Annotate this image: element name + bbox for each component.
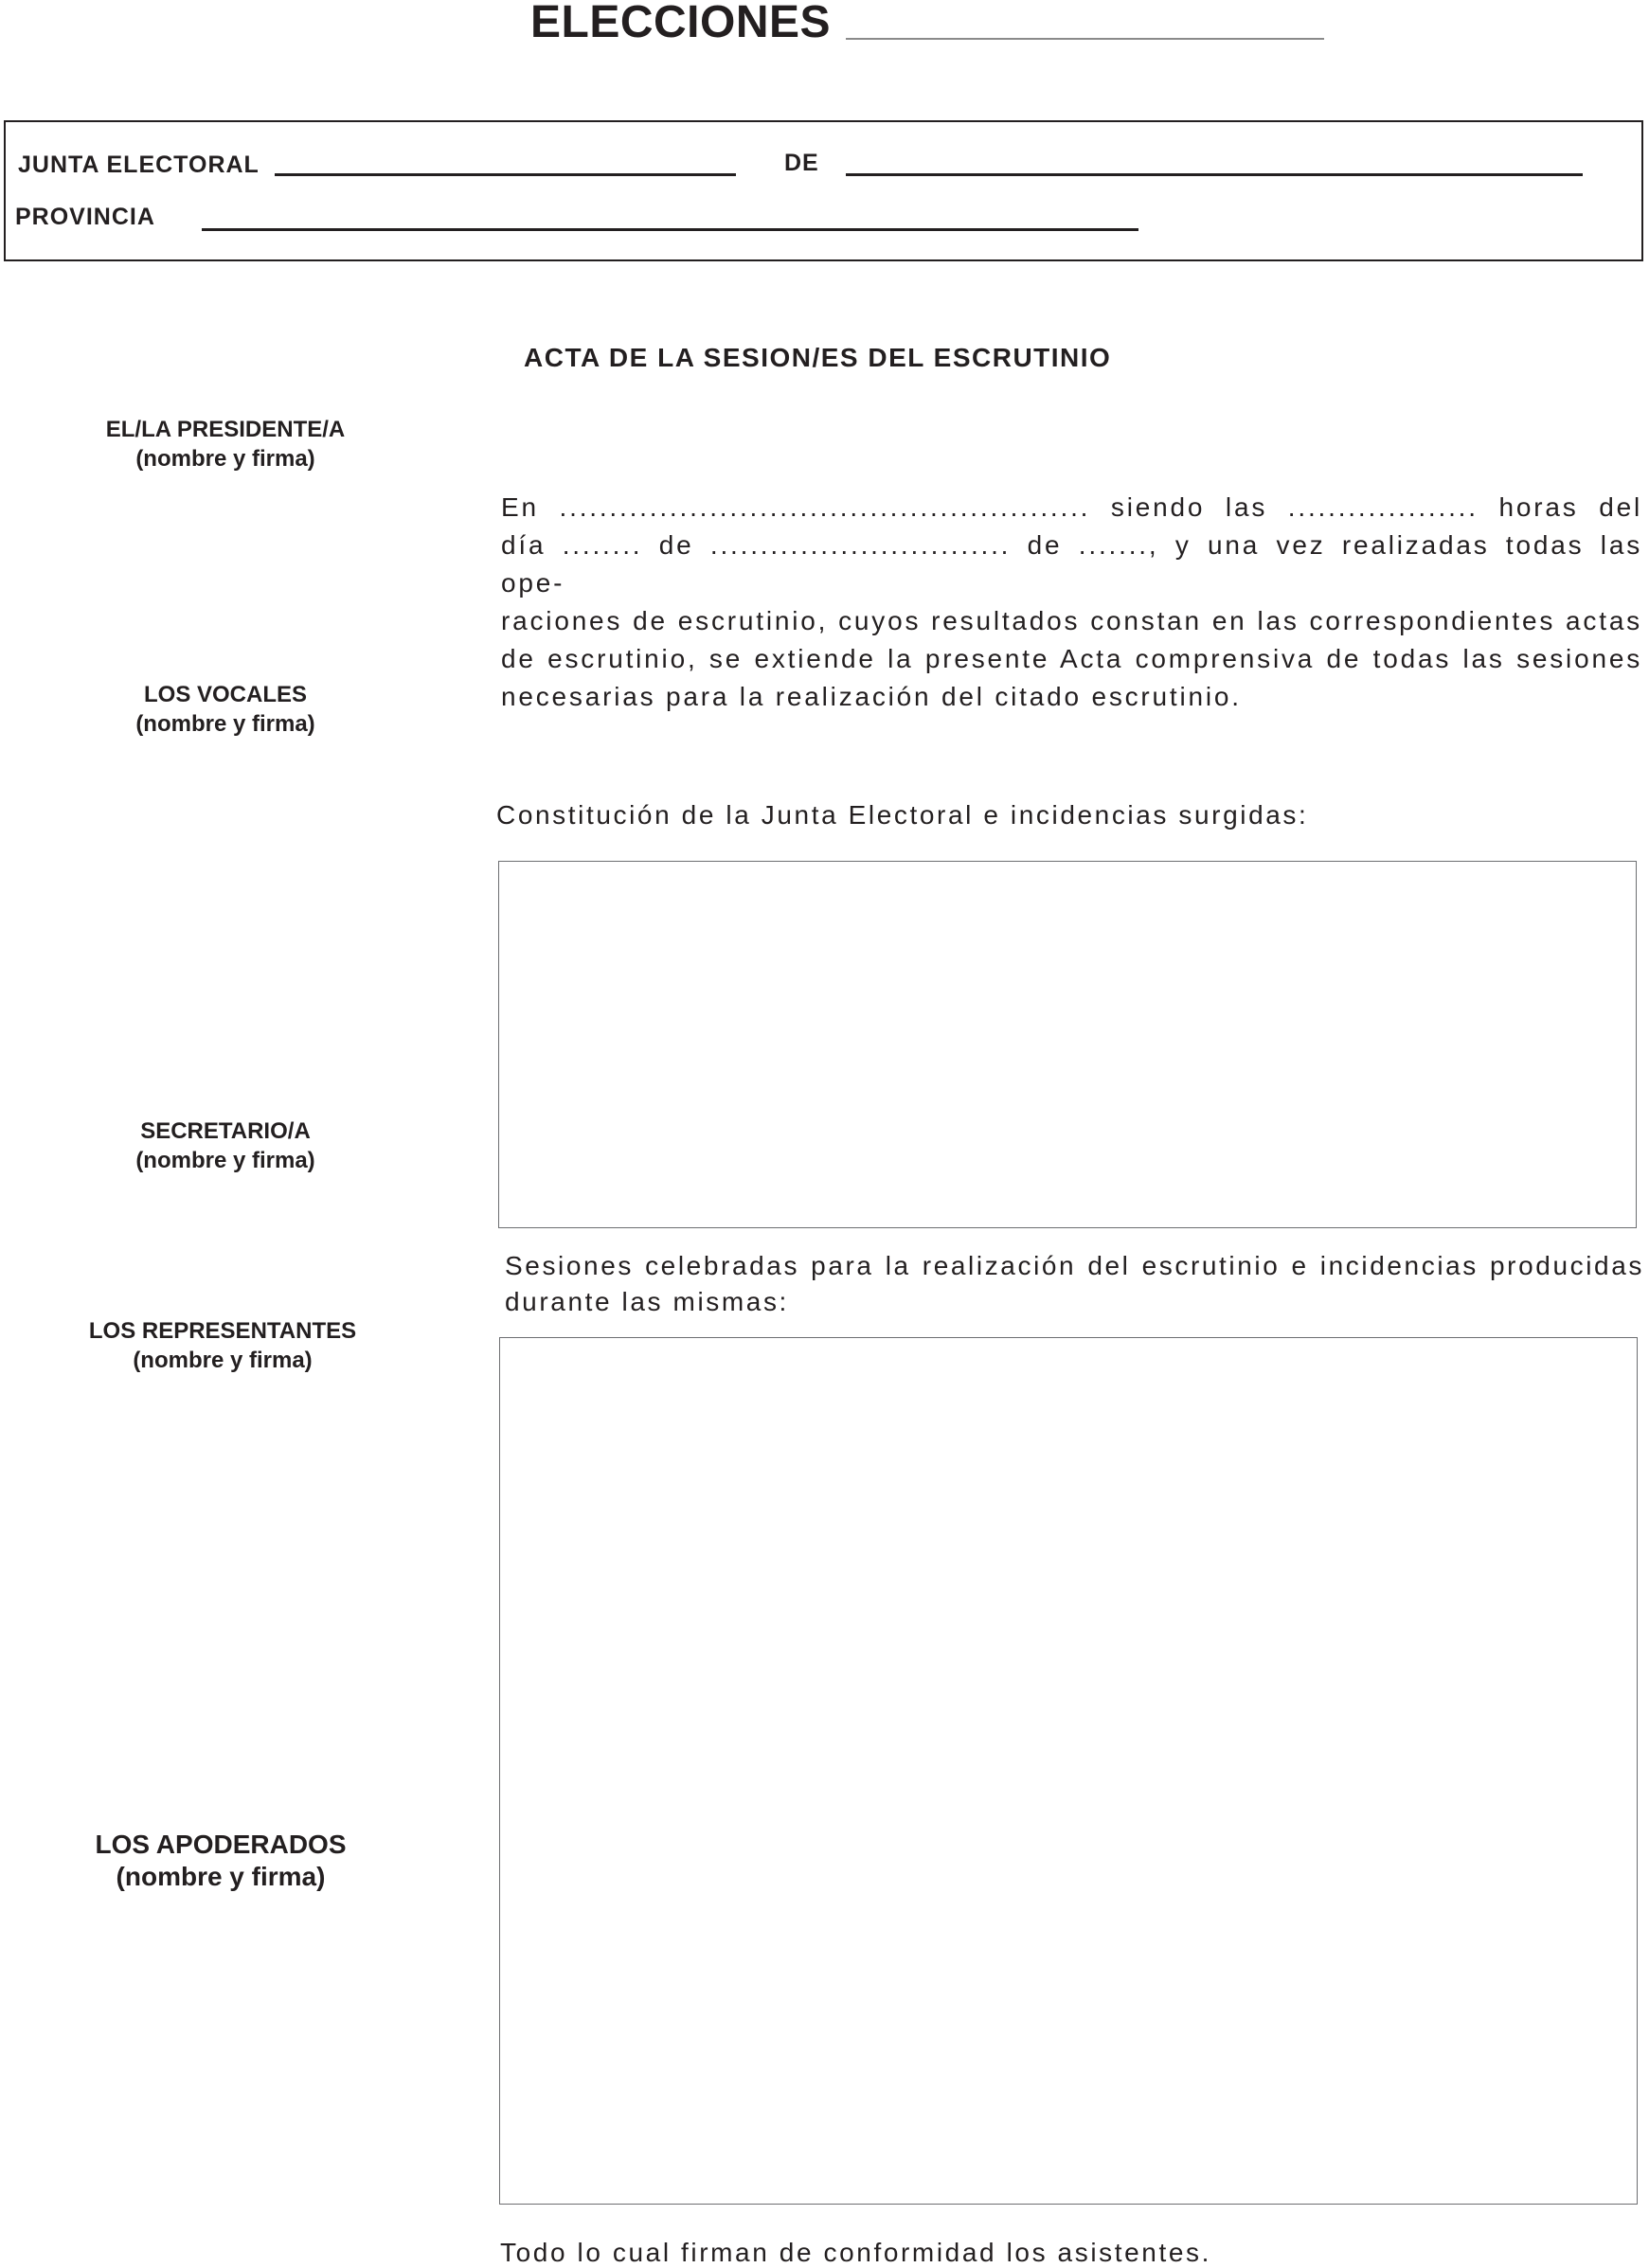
junta-electoral-label: JUNTA ELECTORAL xyxy=(18,152,260,178)
acta-title: ACTA DE LA SESION/ES DEL ESCRUTINIO xyxy=(524,343,1112,372)
signature-note: (nombre y firma) xyxy=(135,446,315,472)
signature-note: (nombre y firma) xyxy=(135,711,315,737)
sesiones-label-line: durante las mismas: xyxy=(505,1287,789,1316)
constitucion-label: Constitución de la Junta Electoral e incidencias surgidas: xyxy=(496,800,1309,830)
signature-note: (nombre y firma) xyxy=(116,1862,326,1891)
sesiones-label-line: Sesiones celebradas para la realización del escrutinio e incidencias producidas xyxy=(505,1251,1644,1280)
intro-line: de escrutinio, se extiende la presente Acta comprensiva de todas las sesiones xyxy=(501,644,1642,673)
signature-role: EL/LA PRESIDENTE/A xyxy=(105,417,346,442)
intro-line: necesarias para la realización del citado escrutinio. xyxy=(501,682,1242,711)
intro-line: día ........ de .............................. de ......., y una vez realizadas todas las ope- xyxy=(501,530,1642,598)
signature-role: SECRETARIO/A xyxy=(140,1118,311,1144)
signature-role: LOS VOCALES xyxy=(143,682,308,707)
footer-statement: Todo lo cual firman de conformidad los asistentes. xyxy=(500,2238,1211,2267)
provincia-field-line[interactable] xyxy=(202,228,1138,231)
elecciones-field-line[interactable] xyxy=(846,38,1324,40)
signature-note: (nombre y firma) xyxy=(133,1348,313,1373)
de-field-line[interactable] xyxy=(846,173,1583,176)
sesiones-text-box[interactable] xyxy=(499,1337,1638,2205)
sesiones-label xyxy=(505,1248,1644,1320)
signature-note: (nombre y firma) xyxy=(135,1148,315,1173)
signature-secretario xyxy=(17,1116,434,1175)
signature-vocales xyxy=(17,680,434,739)
signature-apoderados xyxy=(12,1829,429,1893)
constitucion-text-box[interactable] xyxy=(498,861,1637,1228)
junta-electoral-field-line[interactable] xyxy=(275,173,736,176)
signature-role: LOS APODERADOS xyxy=(95,1830,347,1859)
signature-role: LOS REPRESENTANTES xyxy=(88,1318,357,1344)
de-label: DE xyxy=(784,150,819,176)
provincia-label: PROVINCIA xyxy=(15,204,155,230)
document-title: ELECCIONES xyxy=(530,0,832,47)
intro-paragraph xyxy=(501,489,1642,716)
junta-header-box xyxy=(4,120,1643,261)
intro-line: raciones de escrutinio, cuyos resultados constan en las correspondientes actas xyxy=(501,606,1642,635)
intro-line: En ..................................................... siendo las ................... horas del xyxy=(501,492,1642,522)
signature-representantes xyxy=(14,1316,431,1375)
signature-presidente xyxy=(17,415,434,473)
